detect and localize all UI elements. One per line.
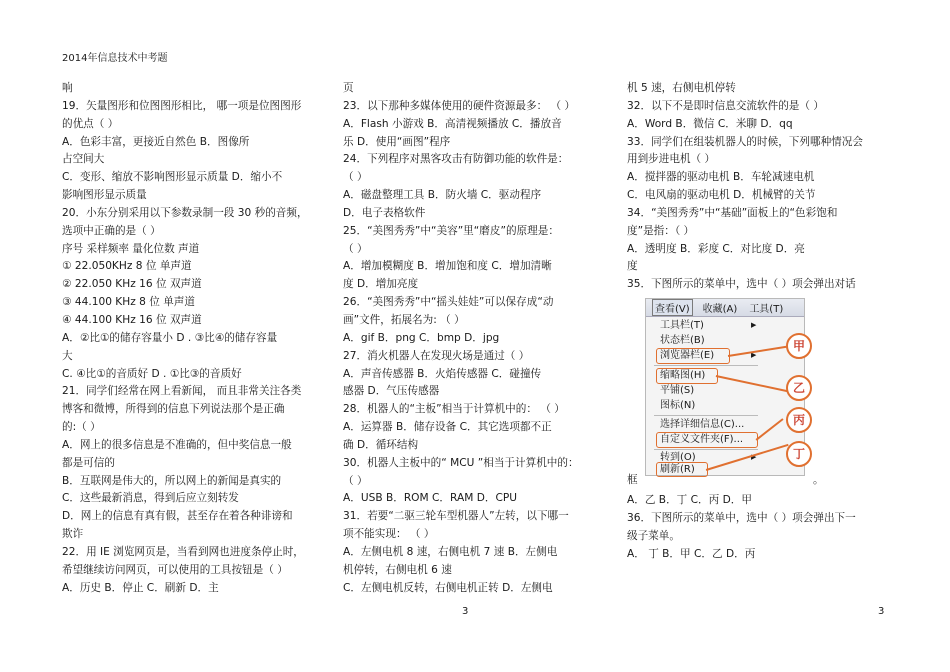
submenu-arrow-icon: ▶ [751,351,757,359]
col2-line: 画”文件，拓展名为: （ ） [343,313,465,326]
highlight-box-yi [656,368,718,384]
col3-line: 机 5 速，右侧电机停转 [627,82,736,94]
col1-line: A．色彩丰富，更接近自然色 B．图像所 [62,135,250,148]
menu-item-goto: 转到(O) [660,452,696,463]
col2-line: 25．“美图秀秀”中“美容”里“磨皮”的原理是： [343,224,559,237]
col3-line: 度 [627,260,638,273]
col1-line: A．网上的很多信息是不准确的，但中奖信息一般 [62,438,292,451]
menu-item-customize-folder: 自定义文件夹(F)... [660,434,744,445]
page-header: 2014年信息技术中考题 [62,53,168,64]
column-2 [343,80,608,597]
col2-line: 感器 D．气压传感器 [343,385,440,398]
col2-line: （ ） [343,474,368,487]
label-yi: 乙 [786,375,812,401]
connector-line [716,375,789,392]
col1-line: 选项中正确的是（ ） [62,224,161,237]
col2-line: 27．消火机器人在发现火场是通过（ ） [343,349,530,362]
col3-line: 用到步进电机（ ） [627,153,716,166]
menu-separator [654,415,758,416]
menu-screenshot [645,298,805,476]
submenu-arrow-icon: ▶ [751,321,757,329]
col2-line: 31．若要“二驱三轮车型机器人”左转，以下哪一 [343,510,569,523]
menu-item-choose-details: 选择详细信息(C)... [660,419,745,430]
highlight-box-bing [656,432,758,448]
page-number-right: 3 [878,606,885,617]
q35-tail-kuang: 框 [627,474,638,487]
col2-line: A．Flash 小游戏 B．高清视频播放 C．播放音 [343,117,562,130]
col2-line: A．增加模糊度 B．增加饱和度 C．增加清晰 [343,260,552,273]
col3-line: 35．下图所示的菜单中，选中（ ）项会弹出对话 [627,278,856,291]
col2-line: 26．“美图秀秀”中“摇头娃娃”可以保存成“动 [343,296,554,309]
col1-line: 影响图形显示质量 [62,189,147,202]
col1-line: ③ 44.100 KHz 8 位 单声道 [62,296,195,309]
highlight-box-ding [656,462,708,477]
menu-bar [646,299,804,317]
col1-line: B．互联网是伟大的，所以网上的新闻是真实的 [62,474,282,487]
col3-line: 34．“美图秀秀”中“基础”面板上的“色彩饱和 [627,206,838,219]
col2-line: A．gif B．png C．bmp D．jpg [343,331,500,344]
col2-line: A．磁盘整理工具 B．防火墙 C．驱动程序 [343,189,542,202]
menu-favorites: 收藏(A) [702,304,738,315]
column-1 [62,80,330,597]
column-3-bottom [627,492,897,563]
col2-line: 乐 D．使用“画图”程序 [343,135,451,148]
col1-line: 的优点（ ） [62,117,119,130]
col1-line: A．历史 B．停止 C．刷新 D．主 [62,581,219,594]
col3-line: 度”是指：（ ） [627,224,695,237]
col2-line: A．声音传感器 B．火焰传感器 C．碰撞传 [343,367,542,380]
col1-line: 22．用 IE 浏览网页是，当看到网也进度条停止时， [62,545,304,558]
label-jia: 甲 [786,333,812,359]
submenu-arrow-icon: ▶ [751,453,757,461]
menu-item-tiles: 平铺(S) [660,385,695,396]
col1-line: 大 [62,349,73,362]
col2-line: 24．下列程序对黑客攻击有防御功能的软件是： [343,153,569,166]
col3-line: A．Word B．微信 C．米聊 D．qq [627,117,793,130]
col3-line: 36．下图所示的菜单中，选中（ ）项会弹出下一 [627,511,856,524]
col1-line: 占空间大 [62,153,105,166]
col3-line: A． 丁 B．甲 C．乙 D．丙 [627,547,756,560]
connector-line [728,346,787,357]
column-3-top [627,80,897,294]
col2-line: C．左侧电机反转，右侧电机正转 D．左侧电 [343,581,553,594]
col1-line: 博客和微博，所得到的信息下列说法那个是正确 [62,403,285,416]
col1-line: ① 22.050KHz 8 位 单声道 [62,260,192,273]
col2-line: D．电子表格软件 [343,206,426,219]
col2-line: 23．以下那种多媒体使用的硬件资源最多： （ ） [343,99,576,112]
col1-line: 欺诈 [62,528,84,541]
col2-line: 机停转，右侧电机 6 速 [343,563,452,576]
col3-line: 32．以下不是即时信息交流软件的是（ ） [627,99,824,112]
menu-item-icons: 图标(N) [660,400,696,411]
col2-line: A．左侧电机 8 速，右侧电机 7 速 B．左侧电 [343,545,558,558]
col3-line: A．透明度 B．彩度 C．对比度 D．亮 [627,242,805,255]
menu-item-toolbar: 工具栏(T) [660,320,704,331]
col1-line: 希望继续访问网页，可以使用的工具按钮是（ ） [62,563,288,576]
col2-line: A．运算器 B．储存设备 C．其它选项都不正 [343,421,552,434]
col2-line: 度 D．增加亮度 [343,278,419,291]
col1-line: 响 [62,82,73,94]
label-bing: 丙 [786,407,812,433]
col3-line: A．乙 B．丁 C．丙 D．甲 [627,494,752,507]
col1-line: 都是可信的 [62,456,115,469]
col2-line: 确 D．循环结构 [343,438,419,451]
q35-tail-period: 。 [813,474,824,487]
col3-line: 33．同学们在组装机器人的时候，下列哪种情况会 [627,135,863,148]
col1-line: A．②比①的储存容量小 D . ③比④的储存容量 [62,331,278,344]
col1-line: 21．同学们经常在网上看新闻， 而且非常关注各类 [62,385,302,398]
col1-line: 序号 采样频率 量化位数 声道 [62,242,200,255]
menu-view: 查看(V) [652,299,693,316]
col1-line: ④ 44.100 KHz 16 位 双声道 [62,313,202,326]
col2-line: 页 [343,82,354,94]
col2-line: （ ） [343,242,368,255]
col3-line: 级子菜单。 [627,529,680,542]
col1-line: C．这些最新消息，得到后应立刻转发 [62,492,239,505]
col1-line: 19．矢量图形和位图图形相比， 哪一项是位图图形 [62,99,302,112]
menu-item-refresh: 刷新(R) [660,464,695,475]
highlight-box-jia [656,348,730,364]
col2-line: 项不能实现： （ ） [343,528,435,541]
col1-line: D．网上的信息有真有假，甚至存在着各种诽谤和 [62,510,293,523]
menu-item-explorer-bar: 浏览器栏(E) [660,350,715,361]
menu-item-statusbar: 状态栏(B) [660,335,705,346]
col1-line: C．变形、缩放不影响图形显示质量 D．缩小不 [62,171,283,184]
label-ding: 丁 [786,441,812,467]
col2-line: 30．机器人主板中的“ MCU ”相当于计算机中的： [343,456,579,469]
menu-separator [654,449,758,450]
connector-line [756,418,784,440]
col1-line: 的:（ ） [62,421,101,434]
col1-line: 20．小东分别采用以下参数录制一段 30 秒的音频， [62,206,308,219]
col2-line: （ ） [343,171,368,184]
col3-line: C．电风扇的驱动电机 D．机械臂的关节 [627,189,816,202]
menu-separator [654,365,758,366]
menu-item-thumbnails: 缩略图(H) [660,370,706,381]
page-number-left: 3 [462,606,469,617]
col3-line: A．搅拌器的驱动电机 B．车轮减速电机 [627,171,815,184]
col1-line: ② 22.050 KHz 16 位 双声道 [62,278,202,291]
col2-line: A．USB B．ROM C．RAM D．CPU [343,492,517,505]
col2-line: 28．机器人的“主板”相当于计算机中的： （ ） [343,403,565,416]
col1-line: C. ④比①的音质好 D . ①比③的音质好 [62,367,242,380]
menu-tools: 工具(T) [749,304,784,315]
